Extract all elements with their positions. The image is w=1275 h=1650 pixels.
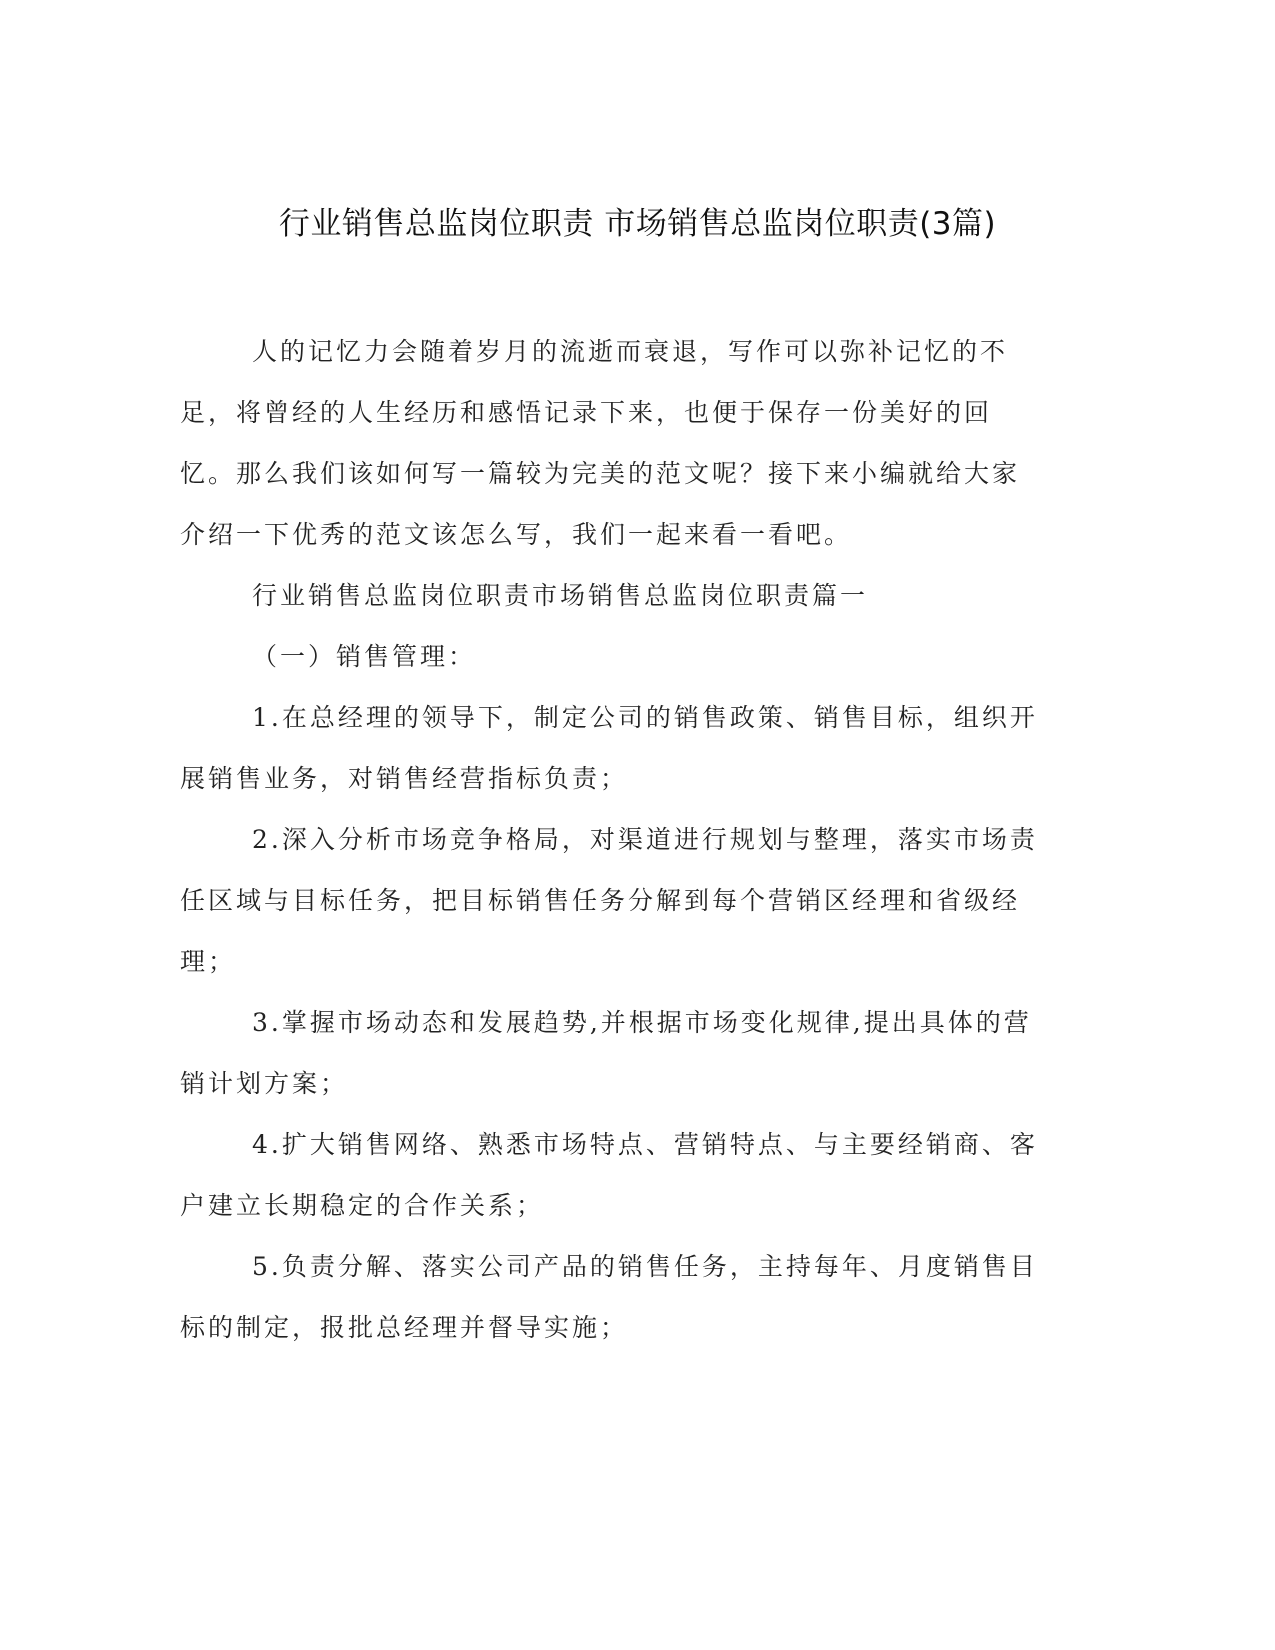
document-title: 行业销售总监岗位职责 市场销售总监岗位职责(3篇) xyxy=(278,206,997,242)
document-body xyxy=(180,321,1040,1358)
subsection-heading: （一）销售管理： xyxy=(252,642,477,671)
list-item-2: 2.深入分析市场竞争格局，对渠道进行规划与整理，落实市场责任区域与目标任务，把目标销售任务分解到每个营销区经理和省级经理； xyxy=(180,825,1038,976)
section-heading: 行业销售总监岗位职责市场销售总监岗位职责篇一 xyxy=(252,581,869,610)
list-item-1: 1.在总经理的领导下，制定公司的销售政策、销售目标，组织开展销售业务，对销售经营指标负责； xyxy=(180,703,1038,793)
intro-paragraph: 人的记忆力会随着岁月的流逝而衰退，写作可以弥补记忆的不足，将曾经的人生经历和感悟记录下来，也便于保存一份美好的回忆。那么我们该如何写一篇较为完美的范文呢？接下来小编就给大家介绍一下优秀的范文该怎么写，我们一起来看一看吧。 xyxy=(180,337,1021,549)
list-item-4: 4.扩大销售网络、熟悉市场特点、营销特点、与主要经销商、客户建立长期稳定的合作关系； xyxy=(180,1130,1038,1220)
list-item-3: 3.掌握市场动态和发展趋势,并根据市场变化规律,提出具体的营销计划方案； xyxy=(180,1008,1032,1098)
list-item-5: 5.负责分解、落实公司产品的销售任务，主持每年、月度销售目标的制定，报批总经理并督导实施； xyxy=(180,1252,1038,1342)
